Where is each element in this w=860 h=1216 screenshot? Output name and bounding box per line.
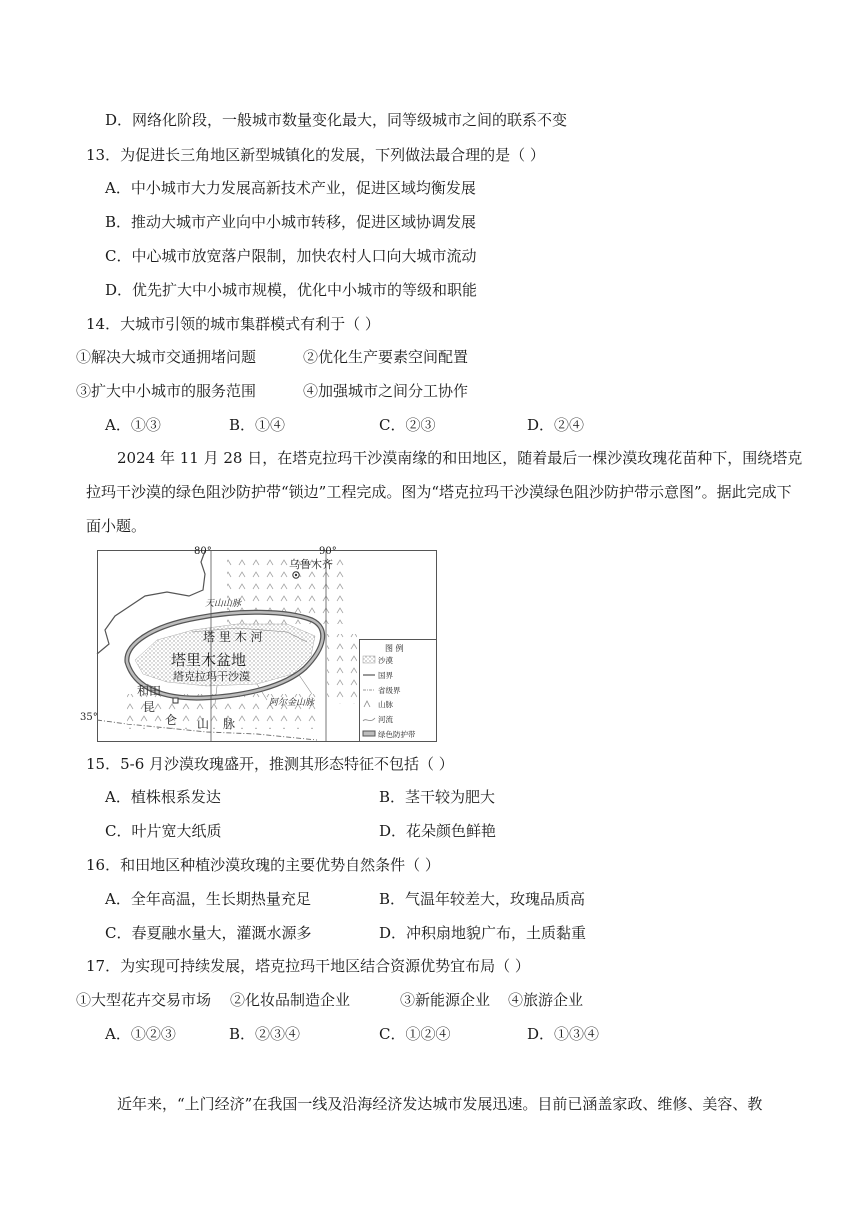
q17-item-1: ①大型花卉交易市场 (76, 991, 212, 1009)
passage1-line1: 2024 年 11 月 28 日，在塔克拉玛干沙漠南缘的和田地区，随着最后一棵沙漠玫瑰花苗种下，围绕塔克 (117, 449, 803, 467)
q14-option-c: C．②③ (379, 416, 436, 434)
q12-option-d: D．网络化阶段，一般城市数量变化最大，同等级城市之间的联系不变 (105, 111, 568, 129)
q14-items-row1 (76, 347, 776, 367)
q15-option-a: A．植株根系发达 (105, 788, 221, 806)
lon-90-label: 90° (319, 546, 337, 557)
q17-option-a: A．①②③ (105, 1025, 176, 1043)
legend-provincial-border: 省级界 (378, 686, 401, 695)
altun-label: 阿尔金山脉 (269, 698, 315, 708)
q17-item-4: ④旅游企业 (508, 991, 584, 1009)
q16-options-row2 (105, 923, 705, 943)
q13-option-b: B．推动大城市产业向中小城市转移，促进区域协调发展 (105, 213, 477, 231)
q13-stem: 13．为促进长三角地区新型城镇化的发展，下列做法最合理的是（ ） (86, 146, 545, 164)
q14-options (105, 415, 705, 435)
hotan-label: 和田 (137, 684, 162, 698)
taklamakan-label: 塔克拉玛干沙漠 (173, 670, 250, 683)
q16-stem: 16．和田地区种植沙漠玫瑰的主要优势自然条件（ ） (86, 856, 440, 874)
taklamakan-shelterbelt-map (80, 544, 439, 744)
q14-option-d: D．②④ (527, 416, 585, 434)
map-legend (360, 640, 437, 742)
legend-mountain: 山脉 (378, 700, 393, 709)
kunlun-label-2: 仑 (165, 713, 178, 727)
q15-options-row2 (105, 821, 705, 841)
legend-desert: 沙漠 (378, 656, 393, 665)
q15-option-c: C．叶片宽大纸质 (105, 822, 222, 840)
q16-options-row1 (105, 889, 705, 909)
q17-item-2: ②化妆品制造企业 (230, 991, 351, 1009)
legend-shelterbelt: 绿色防护带 (378, 730, 416, 739)
q17-item-3: ③新能源企业 (400, 991, 491, 1009)
q16-option-b: B．气温年较差大，玫瑰品质高 (379, 890, 586, 908)
legend-river: 河流 (378, 715, 393, 724)
q17-option-c: C．①②④ (379, 1025, 451, 1043)
lon-80-label: 80° (194, 546, 212, 557)
tarim-river-label: 塔 里 木 河 (203, 630, 263, 644)
passage1-line3: 面小题。 (86, 517, 147, 535)
q15-option-d: D．花朵颜色鲜艳 (379, 822, 497, 840)
q14-item-4: ④加强城市之间分工协作 (303, 382, 469, 400)
q14-stem: 14．大城市引领的城市集群模式有利于（ ） (86, 315, 380, 333)
q14-item-1: ①解决大城市交通拥堵问题 (76, 348, 257, 366)
q16-option-d: D．冲积扇地貌广布，土质黏重 (379, 924, 587, 942)
q13-option-d: D．优先扩大中小城市规模，优化中小城市的等级和职能 (105, 281, 478, 299)
legend-national-border: 国界 (378, 671, 393, 680)
q14-item-2: ②优化生产要素空间配置 (303, 348, 469, 366)
kunlun-label-3: 山 (197, 717, 210, 731)
q15-stem: 15．5-6 月沙漠玫瑰盛开，推测其形态特征不包括（ ） (86, 755, 454, 773)
q17-option-b: B．②③④ (229, 1025, 301, 1043)
q13-option-c: C．中心城市放宽落户限制，加快农村人口向大城市流动 (105, 247, 477, 265)
kunlun-label-4: 脉 (223, 717, 236, 731)
q16-option-c: C．春夏融水量大，灌溉水源多 (105, 924, 312, 942)
kunlun-label-1: 昆 (143, 700, 156, 714)
q17-items (76, 990, 776, 1010)
q14-items-row2 (76, 381, 776, 401)
passage2-line1: 近年来，“上门经济”在我国一线及沿海经济发达城市发展迅速。目前已涵盖家政、维修、美容、教 (117, 1095, 763, 1113)
q15-options-row1 (105, 787, 705, 807)
q16-option-a: A．全年高温，生长期热量充足 (105, 890, 311, 908)
urumqi-label: 乌鲁木齐 (289, 558, 333, 571)
tarim-basin-label: 塔里木盆地 (171, 651, 247, 669)
legend-title: 图 例 (385, 644, 404, 653)
q15-option-b: B．茎干较为肥大 (379, 788, 496, 806)
q14-item-3: ③扩大中小城市的服务范围 (76, 382, 257, 400)
tianshan-label: 天山山脉 (205, 599, 242, 609)
lat-35-label: 35° (80, 712, 98, 723)
q14-option-a: A．①③ (105, 416, 161, 434)
q17-option-d: D．①③④ (527, 1025, 600, 1043)
q14-option-b: B．①④ (229, 416, 286, 434)
q17-options (105, 1024, 705, 1044)
q13-option-a: A．中小城市大力发展高新技术产业，促进区域均衡发展 (105, 179, 476, 197)
hotan-marker (173, 698, 178, 703)
passage1-line2: 拉玛干沙漠的绿色阻沙防护带“锁边”工程完成。图为“塔克拉玛干沙漠绿色阻沙防护带示意图”。据此完成下 (86, 483, 792, 501)
q17-stem: 17．为实现可持续发展，塔克拉玛干地区结合资源优势宜布局（ ） (86, 957, 530, 975)
